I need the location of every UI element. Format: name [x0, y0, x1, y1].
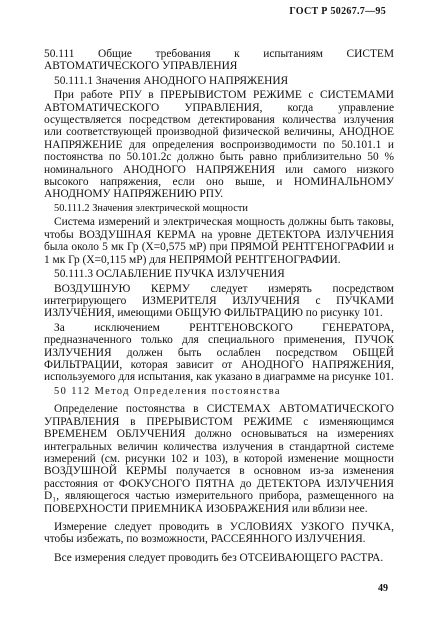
- subsection-50-111-1-title: 50.111.1 Значения АНОДНОГО НАПРЯЖЕНИЯ: [54, 74, 289, 87]
- section-50-111-title: 50.111 Общие требования к испытаниям СИСТЕМ АВТОМАТИЧЕСКОГО УПРАВЛЕНИЯ: [44, 48, 394, 73]
- subsection-50-111-3-title: 50.111.3 ОСЛАБЛЕНИЕ ПУЧКА ИЗЛУЧЕНИЯ: [54, 268, 285, 281]
- section-50-112-title: 50 112 Метод Определения постоянства: [54, 385, 281, 397]
- paragraph-electrical-power: Система измерений и электрическая мощность должны быть таковы, чтобы ВОЗДУШНАЯ КЕРМА на уровне ДЕТЕКТОРА ИЗЛУЧЕНИЯ была около 5 мк Гр (Х=0,575 мР) при ПРЯМОЙ РЕНТГЕНОГРАФИИ и 1 мк Гр (Х=0,115 мР) для НЕПРЯМОЙ РЕНТГЕНОГРАФИИ.: [44, 216, 394, 266]
- document-body: [44, 48, 394, 566]
- page-number: 49: [378, 583, 388, 594]
- standard-header: ГОСТ Р 50267.7—95: [289, 6, 386, 17]
- paragraph-narrow-beam: Измерение следует проводить в УСЛОВИЯХ УЗКОГО ПУЧКА, чтобы избежать, по возможности, РАССЕЯННОГО ИЗЛУЧЕНИЯ.: [44, 521, 394, 546]
- paragraph-anode-voltage: При работе РПУ в ПРЕРЫВИСТОМ РЕЖИМЕ с СИСТЕМАМИ АВТОМАТИЧЕСКОГО УПРАВЛЕНИЯ, когда управление осуществляется посредством детектирования количества излучения или соответствующей производной физической величины, АНОДНОЕ НАПРЯЖЕНИЕ для определения воспроизводимости по 50.101.1 и постоянства по 50.101.2с должно быть равно приблизительно 50 % номинального АНОДНОГО НАПРЯЖЕНИЯ или самого низкого высокого напряжения, если оно выше, и НОМИНАЛЬНОМУ АНОДНОМУ НАПРЯЖЕНИЮ РПУ.: [44, 89, 394, 201]
- paragraph-constancy-determination: Определение постоянства в СИСТЕМАХ АВТОМАТИЧЕСКОГО УПРАВЛЕНИЯ в ПРЕРЫВИСТОМ РЕЖИМЕ с изменяющимся ВРЕМЕНЕМ ОБЛУЧЕНИЯ должно основываться на измерениях интегральных величин количества излучения в стандартной системе измерений (см. рисунки 102 и 103), в которой изменение мощности ВОЗДУШНОЙ КЕРМЫ получается в основном из-за изменения расстояния от ФОКУСНОГО ПЯТНА до ДЕТЕКТОРА ИЗЛУЧЕНИЯ D₁, являющегося частью измерительного прибора, размещенного на ПОВЕРХНОСТИ ПРИЕМНИКА ИЗОБРАЖЕНИЯ или вблизи нее.: [44, 403, 394, 515]
- paragraph-no-grid: Все измерения следует проводить без ОТСЕИВАЮЩЕГО РАСТРА.: [54, 551, 384, 564]
- paragraph-air-kerma-measurement: ВОЗДУШНУЮ КЕРМУ следует измерять посредством интегрирующего ИЗМЕРИТЕЛЯ ИЗЛУЧЕНИЯ с ПУЧКАМИ ИЗЛУЧЕНИЯ, имеющими ОБЩУЮ ФИЛЬТРАЦИЮ по рисунку 101.: [44, 282, 394, 320]
- subsection-50-111-2-title: 50.111.2 Значения электрической мощности: [54, 202, 248, 214]
- paragraph-beam-attenuation: За исключением РЕНТГЕНОВСКОГО ГЕНЕРАТОРА, предназначенного только для специального применения, ПУЧОК ИЗЛУЧЕНИЯ должен быть ослаблен посредством ОБЩЕЙ ФИЛЬТРАЦИИ, которая зависит от АНОДНОГО НАПРЯЖЕНИЯ, используемого для испытания, как указано в диаграмме на рисунке 101.: [44, 321, 394, 384]
